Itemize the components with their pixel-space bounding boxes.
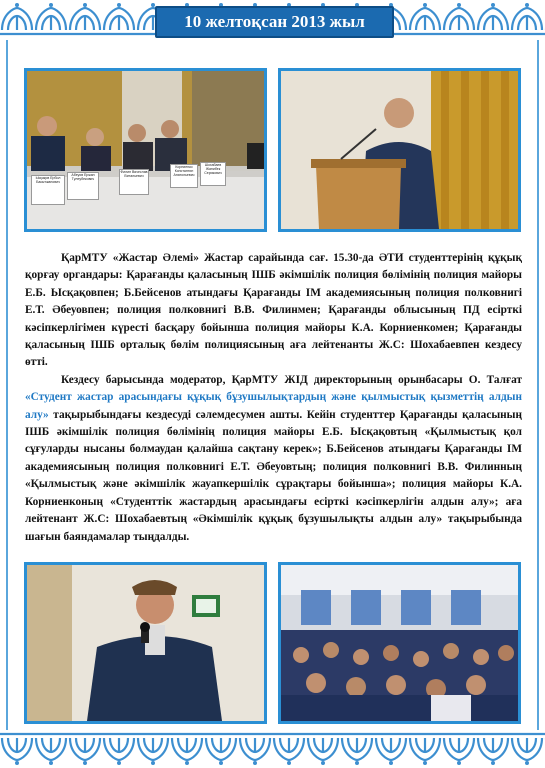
paragraph-2-end: тақырыбындағы кездесуді сәлемдесумен ашты. Кейін студенттер Қарағанды қаласының ІШБ әкімшілік полиция бөлімінің полиция майоры Е.Б. Ысқақовтың «Қылмыстық қол сұғуларды нысаны болмаудан қалайша сақтану керек»; Б.Бейсенов атындағы Қарағанды ІМ академиясының полиция полковнигі Е.Т. Әбеуовтың; полиция полковнигі В.В. Филинның «Қылмыстық және әкімшілік жауапкершілік сұрақтары бойынша»; полиция майоры К.А. Корниенконың «Студенттік жастардың арасындағы есірткі кәсіпкерлігін алдын алу»; аға лейтенант Ж.С: Шохабаевтың «Әкімшілік құқық бұзушылықты алдын алу» тақырыбында шағын баяндамалар тыңдалды. bbox=[25, 408, 522, 543]
photo-panel-table bbox=[24, 68, 267, 232]
photo-officer-microphone-drawing bbox=[27, 565, 264, 721]
paragraph-2-start: Кездесу барысында модератор, ҚарМТУ ЖІД директорының орынбасары О. Талғат bbox=[61, 373, 522, 386]
right-border-line bbox=[537, 40, 539, 730]
name-card-3: Филин Вячеслав Витальевич bbox=[119, 169, 149, 195]
name-card-5: Шохабаев Жанибек Серикович bbox=[200, 162, 226, 186]
seminar-topic-highlight: «Студент жастар арасындағы құқық бұзушылықтардың және қылмыстық қызметтің алдын алу» bbox=[25, 391, 522, 421]
date-title: 10 желтоқсан 2013 жыл bbox=[155, 6, 394, 38]
photo-panel-table-drawing bbox=[27, 71, 264, 229]
article-body bbox=[25, 250, 522, 546]
article-paragraph-2 bbox=[25, 372, 522, 546]
name-card-2: Абеуов Ержан Тулеубекович bbox=[67, 172, 99, 200]
photo-officer-microphone bbox=[24, 562, 267, 724]
photo-audience-drawing bbox=[281, 565, 518, 721]
photo-speaker-podium-drawing bbox=[281, 71, 518, 229]
article-paragraph-1: ҚарМТУ «Жастар Әлемі» Жастар сарайында сағ. 15.30-да ӘТИ студенттерінің құқық қорғау органдары: Қарағанды қаласының ІШБ әкімшілік полиция бөлімінің полиция майоры Е.Б. Ысқақовпен; Б.Бейсенов атындағы Қарағанды ІМ академиясының полиция полковнигі Е.Т. Әбеуовпен; полиция полковнигі В.В. Филинмен; Қарағанды облысының ПД есірткі кәсіпкерлігімен күресті басқару бойынша полиция майоры К.А. Корниенкомен; Қарағанды қаласының ІШБ орталық бөлім полициясының аға лейтенанты Ж.С: Шохабаевпен кездесу өтті. bbox=[25, 252, 522, 369]
name-card-1: Ысқақов Ербол Бакытжанович bbox=[31, 175, 65, 205]
bottom-ornament-band bbox=[0, 730, 545, 768]
left-border-line bbox=[6, 40, 8, 730]
photo-audience bbox=[278, 562, 521, 724]
photo-speaker-podium bbox=[278, 68, 521, 232]
ornament-pattern-bottom bbox=[0, 730, 545, 768]
name-card-4: Корниенко Константин Анатольевич bbox=[170, 164, 198, 188]
